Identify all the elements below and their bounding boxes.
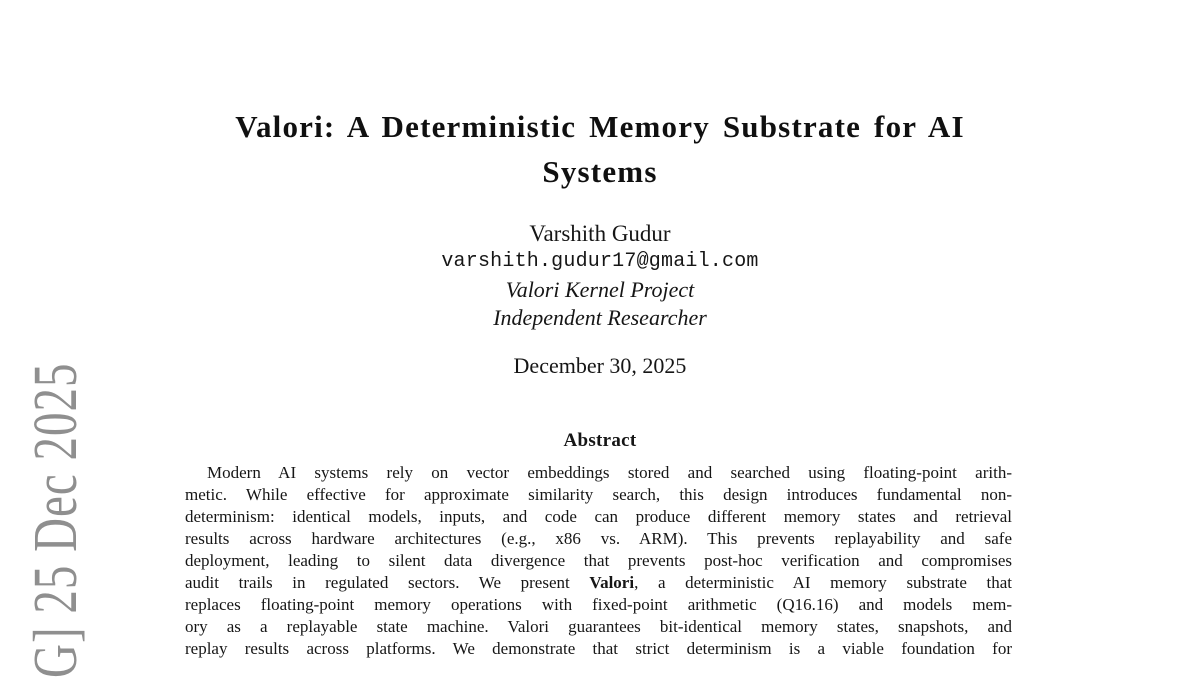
abstract-line-clipped: replay results across platforms. We demonstrate that strict determinism is a viable foundation for	[185, 639, 1012, 658]
abstract-line: ory as a replayable state machine. Valori guarantees bit-identical memory states, snapshots, and	[185, 617, 1012, 636]
author-name: Varshith Gudur	[529, 221, 671, 246]
abstract-bold-valori: Valori	[589, 573, 635, 592]
abstract-heading: Abstract	[563, 430, 637, 451]
abstract-line-segment: , a deterministic AI memory substrate that	[634, 573, 1012, 592]
paper-date: December 30, 2025	[513, 353, 687, 378]
abstract-line-segment: audit trails in regulated sectors. We present	[185, 573, 590, 592]
abstract-line: replaces floating-point memory operations with fixed-point arithmetic (Q16.16) and models mem-	[185, 595, 1012, 614]
author-email: varshith.gudur17@gmail.com	[441, 250, 759, 273]
author-block	[0, 220, 1200, 332]
paper-title-line-1: Valori: A Deterministic Memory Substrate for AI	[235, 109, 965, 144]
abstract-text	[185, 462, 1012, 660]
arxiv-watermark: G] 25 Dec 2025	[22, 362, 91, 678]
abstract-line: Modern AI systems rely on vector embeddings stored and searched using floating-point arith-	[207, 463, 1012, 482]
author-affiliation-project: Valori Kernel Project	[505, 277, 695, 302]
abstract-line	[185, 572, 1012, 594]
paper-title-line-2: Systems	[542, 154, 658, 189]
paper-title	[0, 104, 1200, 194]
abstract-line: results across hardware architectures (e.g., x86 vs. ARM). This prevents replayability and safe	[185, 529, 1012, 548]
abstract-line: metic. While effective for approximate similarity search, this design introduces fundamental non-	[185, 485, 1012, 504]
author-affiliation-role: Independent Researcher	[493, 305, 707, 330]
abstract-line: determinism: identical models, inputs, and code can produce different memory states and retrieval	[185, 507, 1012, 526]
abstract-line: deployment, leading to silent data divergence that prevents post-hoc verification and compromises	[185, 551, 1012, 570]
